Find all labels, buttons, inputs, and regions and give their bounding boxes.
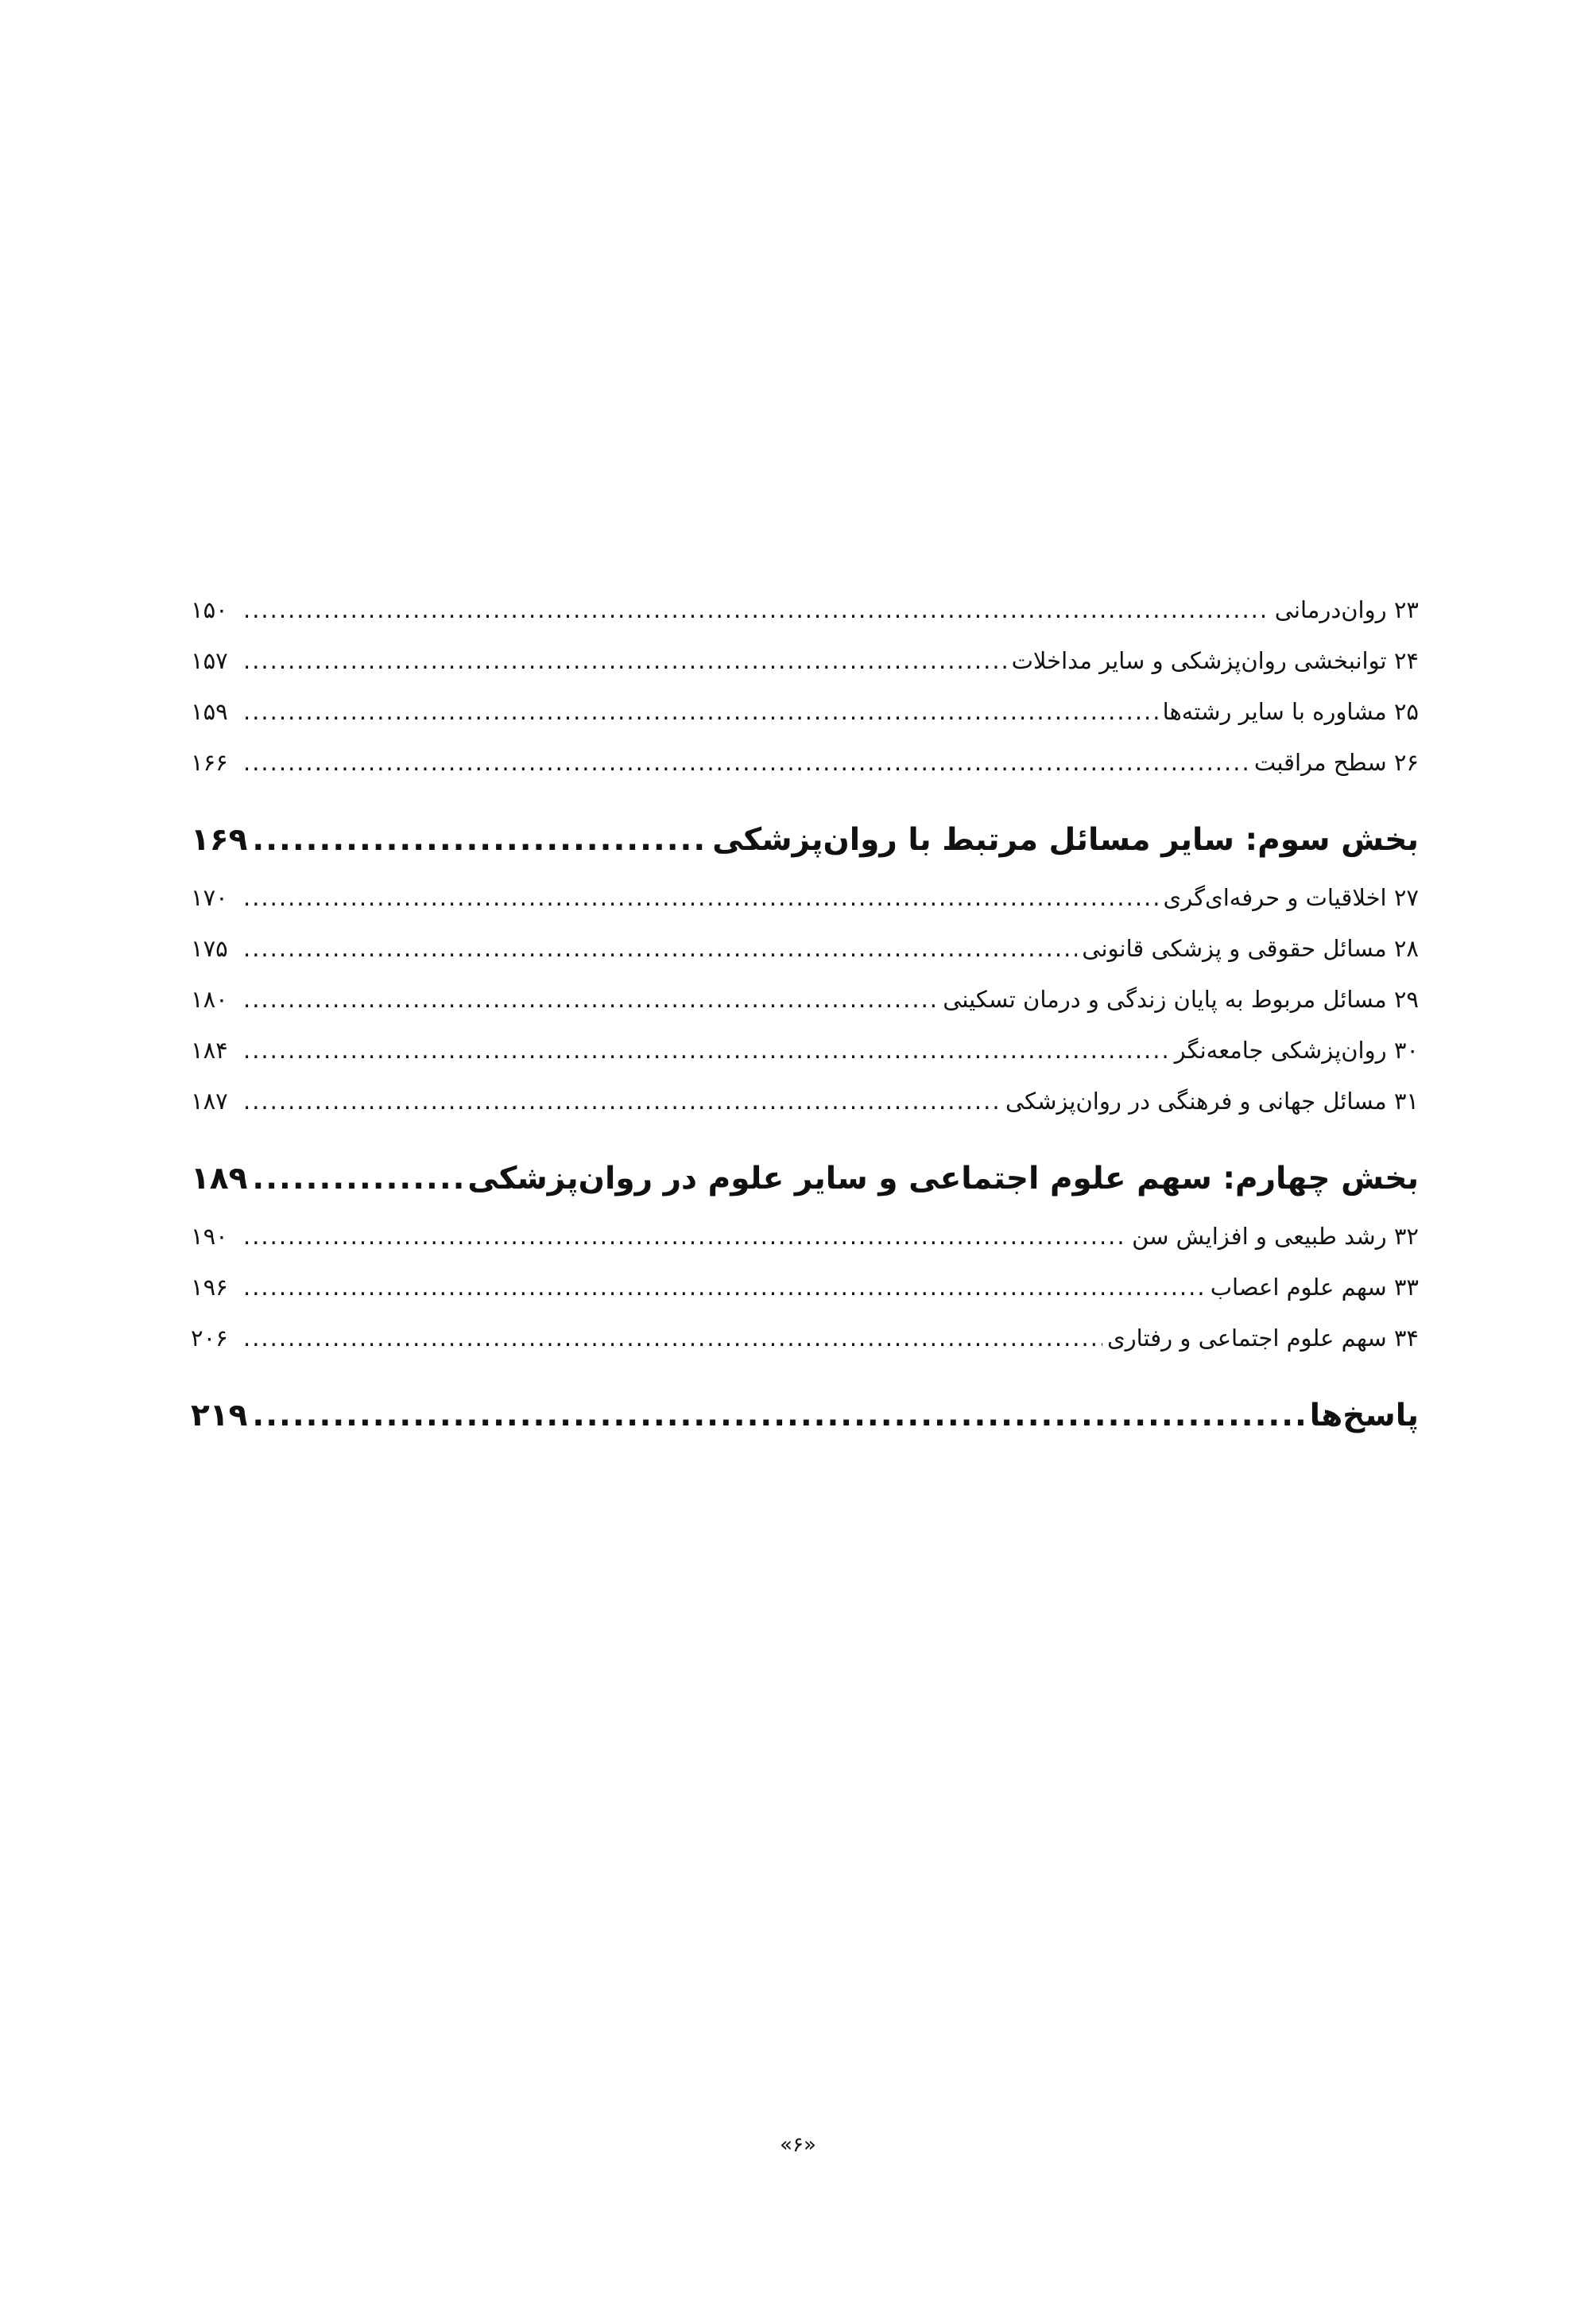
toc-entry-title: ۲۸ مسائل حقوقی و پزشکی قانونی (1082, 935, 1419, 962)
dot-leader (243, 737, 1249, 788)
dot-leader (243, 1313, 1102, 1363)
toc-entry-page: ۱۹۰ (191, 1223, 228, 1250)
toc-entry-title: ۳۱ مسائل جهانی و فرهنگی در روان‌پزشکی (1005, 1088, 1419, 1115)
dot-leader (243, 686, 1158, 737)
toc-part-page: ۲۱۹ (191, 1398, 248, 1433)
toc-part-heading[interactable] (191, 1384, 1419, 1448)
toc-entry-page: ۲۰۶ (191, 1325, 228, 1352)
toc-entry-title: ۳۳ سهم علوم اعصاب (1210, 1274, 1419, 1301)
toc-entry[interactable] (191, 1076, 1419, 1127)
toc-entry[interactable] (191, 1025, 1419, 1076)
toc-entry-title: ۲۴ توانبخشی روان‌پزشکی و سایر مداخلات (1011, 647, 1419, 674)
toc-entry[interactable] (191, 737, 1419, 788)
toc-entry[interactable] (191, 1262, 1419, 1313)
toc-entry-title: ۳۰ روان‌پزشکی جامعه‌نگر (1174, 1037, 1419, 1064)
toc-entry[interactable] (191, 584, 1419, 635)
toc-entry-page: ۱۸۷ (191, 1088, 228, 1115)
dot-leader (252, 809, 707, 872)
toc-part-heading[interactable] (191, 1147, 1419, 1211)
toc-entry-page: ۱۶۶ (191, 749, 228, 776)
toc-entry[interactable] (191, 1313, 1419, 1363)
dot-leader (243, 1025, 1170, 1076)
dot-leader (252, 1147, 463, 1211)
toc-entry-page: ۱۵۹ (191, 698, 228, 725)
toc-part-page: ۱۶۹ (191, 822, 248, 858)
dot-leader (243, 923, 1077, 974)
toc-entry-page: ۱۸۰ (191, 986, 228, 1013)
toc-entry-title: ۳۲ رشد طبیعی و افزایش سن (1132, 1223, 1419, 1250)
dot-leader (243, 1262, 1206, 1313)
dot-leader (252, 1384, 1304, 1448)
toc-entry[interactable] (191, 872, 1419, 923)
dot-leader (243, 1211, 1127, 1262)
dot-leader (243, 635, 1007, 686)
toc-entry[interactable] (191, 923, 1419, 974)
toc-entry[interactable] (191, 974, 1419, 1025)
toc-part-title: بخش چهارم: سهم علوم اجتماعی و سایر علوم در روان‌پزشکی (467, 1161, 1419, 1197)
toc-part-page: ۱۸۹ (191, 1161, 248, 1197)
toc-part-heading[interactable] (191, 809, 1419, 872)
toc-entry-page: ۱۷۵ (191, 935, 228, 962)
toc-entry[interactable] (191, 1211, 1419, 1262)
dot-leader (243, 974, 938, 1025)
toc-entry-page: ۱۵۷ (191, 647, 228, 674)
dot-leader (243, 584, 1270, 635)
table-of-contents (191, 584, 1419, 1448)
toc-entry[interactable] (191, 686, 1419, 737)
dot-leader (243, 872, 1159, 923)
toc-entry-page: ۱۸۴ (191, 1037, 228, 1064)
toc-entry-title: ۲۳ روان‌درمانی (1274, 596, 1419, 623)
dot-leader (243, 1076, 1001, 1127)
toc-entry-page: ۱۵۰ (191, 596, 228, 623)
page-number: «۶» (780, 2133, 816, 2157)
toc-entry-title: ۲۵ مشاوره با سایر رشته‌ها (1162, 698, 1419, 725)
toc-entry[interactable] (191, 635, 1419, 686)
toc-entry-title: ۲۶ سطح مراقبت (1253, 749, 1419, 776)
toc-part-title: پاسخ‌ها (1309, 1398, 1419, 1433)
toc-entry-title: ۲۹ مسائل مربوط به پایان زندگی و درمان تسکینی (943, 986, 1419, 1013)
toc-entry-page: ۱۷۰ (191, 884, 228, 911)
toc-part-title: بخش سوم: سایر مسائل مرتبط با روان‌پزشکی (712, 822, 1419, 858)
toc-entry-title: ۲۷ اخلاقیات و حرفه‌ای‌گری (1163, 884, 1419, 911)
toc-entry-page: ۱۹۶ (191, 1274, 228, 1301)
toc-entry-title: ۳۴ سهم علوم اجتماعی و رفتاری (1106, 1325, 1419, 1352)
